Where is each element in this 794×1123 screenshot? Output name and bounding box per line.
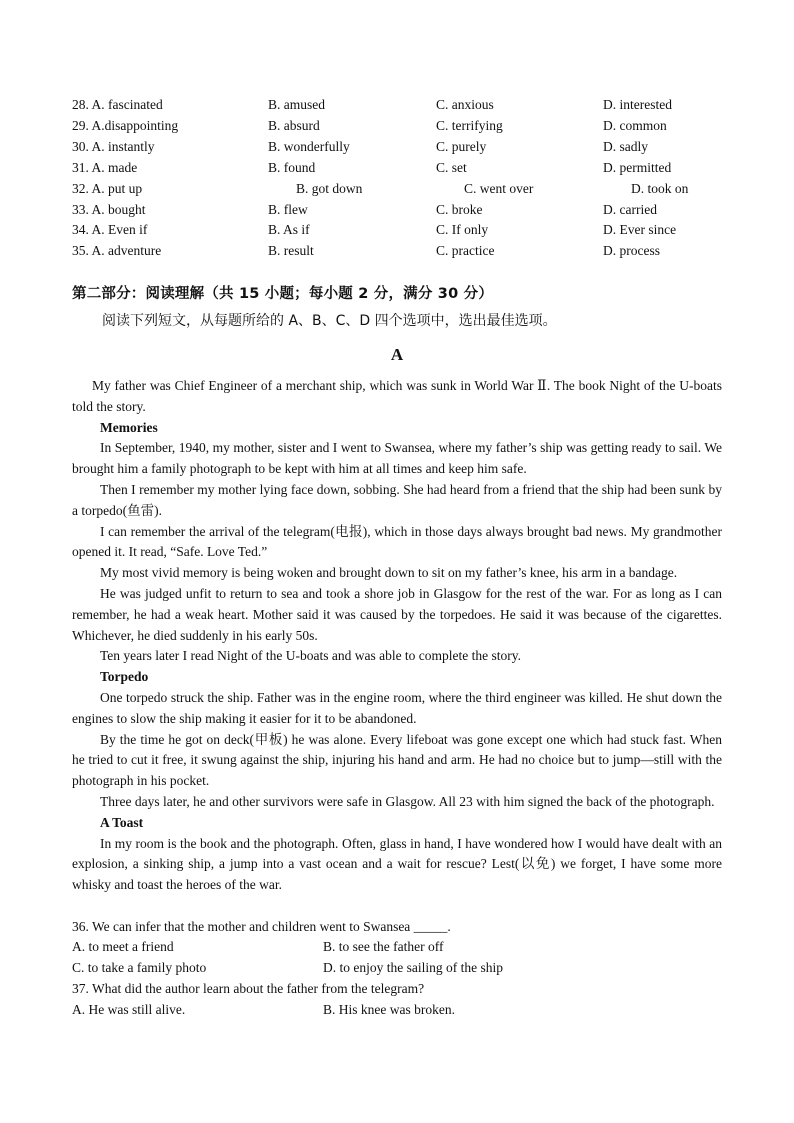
option-a: 35. A. adventure: [72, 243, 162, 258]
passage-body: [72, 376, 722, 896]
question-stem: 36. We can infer that the mother and children went to Swansea _____.: [72, 919, 451, 934]
option-d: D. common: [603, 118, 667, 133]
option-b: B. absurd: [268, 118, 320, 133]
option-d: D. permitted: [603, 160, 672, 175]
option-d: D. interested: [603, 97, 672, 112]
section-title: 第二部分：阅读理解（共 15 小题；每小题 2 分，满分 30 分）: [72, 286, 494, 302]
option-b: B. found: [268, 160, 316, 175]
question-stem: 37. What did the author learn about the father from the telegram?: [72, 981, 425, 996]
option-b: B. flew: [268, 202, 308, 217]
option-b: B. wonderfully: [268, 139, 350, 154]
option-a: 29. A.disappointing: [72, 118, 179, 133]
paragraph: By the time he got on deck(甲板) he was alone. Every lifeboat was gone except one which had stuck fast. When he tried to cut it free, it swung against the ship, injuring his hand and arm. He had no choice but to jump—still with the photograph in his pocket.: [72, 731, 722, 789]
option-b: B. His knee was broken.: [323, 1002, 455, 1017]
option-d: D. took on: [631, 181, 689, 196]
paragraph: Then I remember my mother lying face down, sobbing. She had heard from a friend that the ship had been sunk by a torpedo(鱼雷).: [72, 481, 722, 518]
option-c: C. purely: [436, 139, 487, 154]
option-a: 31. A. made: [72, 160, 138, 175]
option-d: D. to enjoy the sailing of the ship: [323, 960, 503, 975]
option-a: 34. A. Even if: [72, 222, 148, 237]
paragraph: I can remember the arrival of the telegram(电报), which in those days always brought bad news. My grandmother opened it. It read, “Safe. Love Ted.”: [72, 523, 722, 560]
section-instruction: 阅读下列短文，从每题所给的 A、B、C、D 四个选项中，选出最佳选项。: [102, 313, 557, 329]
option-a: A. He was still alive.: [72, 1002, 186, 1017]
option-d: D. sadly: [603, 139, 648, 154]
option-row-28: [72, 97, 732, 117]
option-c: C. terrifying: [436, 118, 503, 133]
subheading-torpedo: Torpedo: [100, 669, 149, 685]
option-c: C. If only: [436, 222, 489, 237]
option-a: 33. A. bought: [72, 202, 146, 217]
option-c: C. anxious: [436, 97, 494, 112]
option-d: D. carried: [603, 202, 657, 217]
option-row-34: [72, 222, 732, 242]
paragraph: My father was Chief Engineer of a merchant ship, which was sunk in World War Ⅱ. The book Night of the U-boats told the story.: [72, 378, 722, 414]
paragraph: My most vivid memory is being woken and brought down to sit on my father’s knee, his arm in a bandage.: [100, 565, 678, 581]
option-b: B. As if: [268, 222, 310, 237]
option-d: D. Ever since: [603, 222, 677, 237]
paragraph: Three days later, he and other survivors were safe in Glasgow. All 23 with him signed the back of the photograph.: [100, 793, 715, 809]
option-a: 32. A. put up: [72, 181, 143, 196]
option-c: C. practice: [436, 243, 495, 258]
option-b: B. got down: [296, 181, 363, 196]
paragraph: Ten years later I read Night of the U-boats and was able to complete the story.: [100, 648, 522, 664]
option-a: A. to meet a friend: [72, 939, 174, 954]
paragraph: One torpedo struck the ship. Father was in the engine room, where the third engineer was killed. He shut down the engines to slow the ship making it easier for it to be abandoned.: [72, 689, 722, 726]
option-row-32: [72, 181, 732, 201]
option-b: B. to see the father off: [323, 939, 444, 954]
option-row-35: [72, 243, 732, 263]
option-row-30: [72, 139, 732, 159]
option-a: 30. A. instantly: [72, 139, 155, 154]
option-a: 28. A. fascinated: [72, 97, 163, 112]
option-row-29: [72, 118, 732, 138]
option-b: B. amused: [268, 97, 325, 112]
option-b: B. result: [268, 243, 314, 258]
subheading-memories: Memories: [100, 419, 158, 435]
subheading-a-toast: A Toast: [100, 814, 144, 830]
option-c: C. broke: [436, 202, 483, 217]
passage-letter: A: [390, 345, 404, 364]
paragraph: He was judged unfit to return to sea and took a shore job in Glasgow for the rest of the war. For as long as I can remember, he had a weak heart. Mother said it was caused by the torpedoes. He said it was because of the cigarettes. Whichever, he died suddenly in his early 50s.: [72, 585, 722, 643]
option-row-31: [72, 160, 732, 180]
option-d: D. process: [603, 243, 660, 258]
option-c: C. set: [436, 160, 467, 175]
paragraph: In September, 1940, my mother, sister and I went to Swansea, where my father’s ship was getting ready to sail. We brought him a family photograph to be kept with him at all times and keep him safe.: [72, 440, 722, 477]
paragraph: In my room is the book and the photograph. Often, glass in hand, I have wondered how I would have dealt with an explosion, a sinking ship, a jump into a vast ocean and a wait for rescue? Lest(以免) we forget, I have some more whisky and toast the heroes of the war.: [72, 835, 722, 893]
option-row-33: [72, 202, 732, 222]
option-c: C. went over: [464, 181, 534, 196]
option-c: C. to take a family photo: [72, 960, 207, 975]
